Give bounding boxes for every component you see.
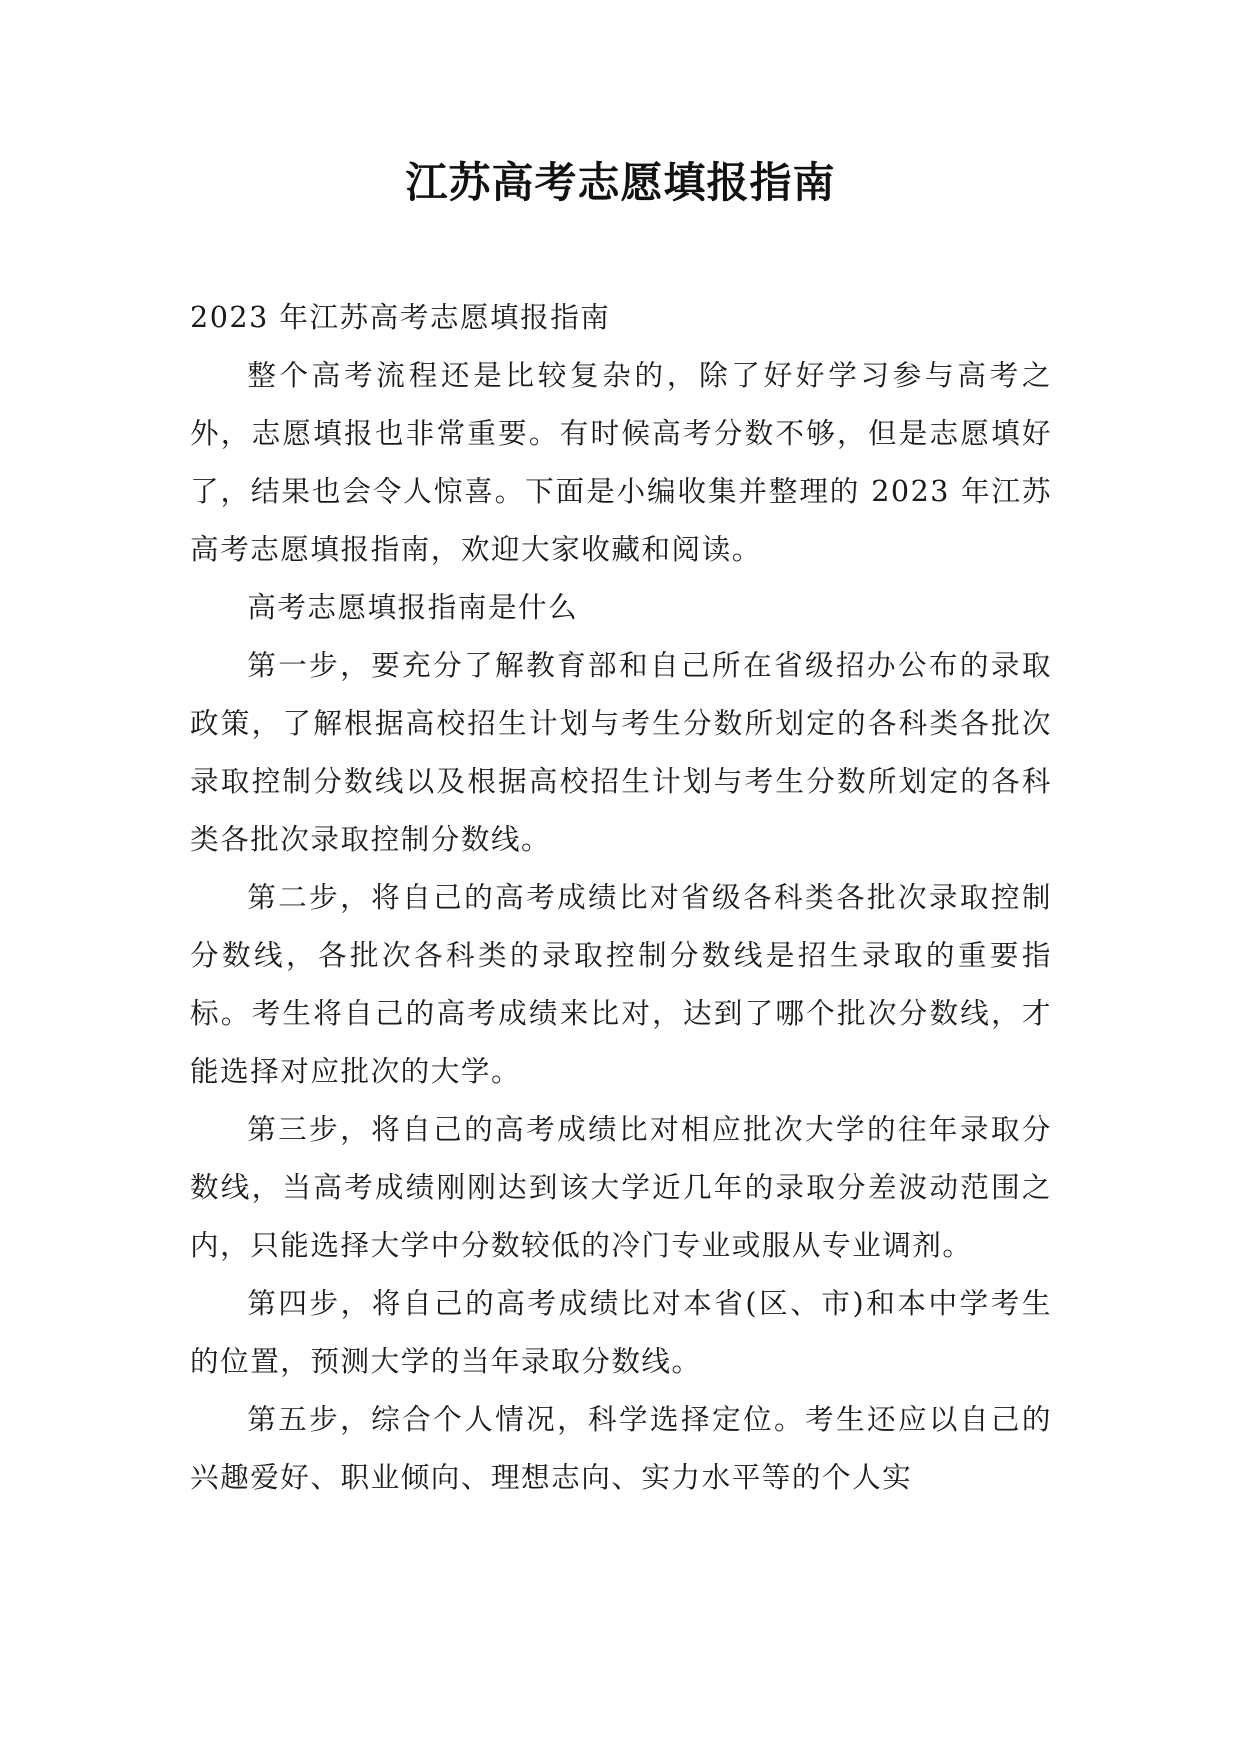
paragraph: 第一步，要充分了解教育部和自己所在省级招办公布的录取政策，了解根据高校招生计划与考生分数所划定的各科类各批次录取控制分数线以及根据高校招生计划与考生分数所划定的各科类各批次录取控制分数线。 bbox=[190, 648, 1052, 856]
paragraph: 第四步，将自己的高考成绩比对本省(区、市)和本中学考生的位置，预测大学的当年录取分数线。 bbox=[190, 1286, 1052, 1378]
document-title: 江苏高考志愿填报指南 bbox=[405, 158, 836, 207]
paragraph: 第三步，将自己的高考成绩比对相应批次大学的往年录取分数线，当高考成绩刚刚达到该大学近几年的录取分差波动范围之内，只能选择大学中分数较低的冷门专业或服从专业调剂。 bbox=[190, 1112, 1052, 1262]
paragraph: 2023 年江苏高考志愿填报指南 bbox=[190, 300, 611, 334]
paragraph: 第二步，将自己的高考成绩比对省级各科类各批次录取控制分数线，各批次各科类的录取控制分数线是招生录取的重要指标。考生将自己的高考成绩来比对，达到了哪个批次分数线，才能选择对应批次的大学。 bbox=[190, 880, 1052, 1088]
section-heading: 高考志愿填报指南是什么 bbox=[247, 590, 579, 624]
paragraph: 整个高考流程还是比较复杂的，除了好好学习参与高考之外，志愿填报也非常重要。有时候高考分数不够，但是志愿填好了，结果也会令人惊喜。下面是小编收集并整理的 2023 年江苏高考志愿填报指南，欢迎大家收藏和阅读。 bbox=[190, 358, 1052, 566]
document-body bbox=[190, 288, 1052, 1506]
paragraph: 第五步，综合个人情况，科学选择定位。考生还应以自己的兴趣爱好、职业倾向、理想志向、实力水平等的个人实 bbox=[190, 1402, 1052, 1494]
